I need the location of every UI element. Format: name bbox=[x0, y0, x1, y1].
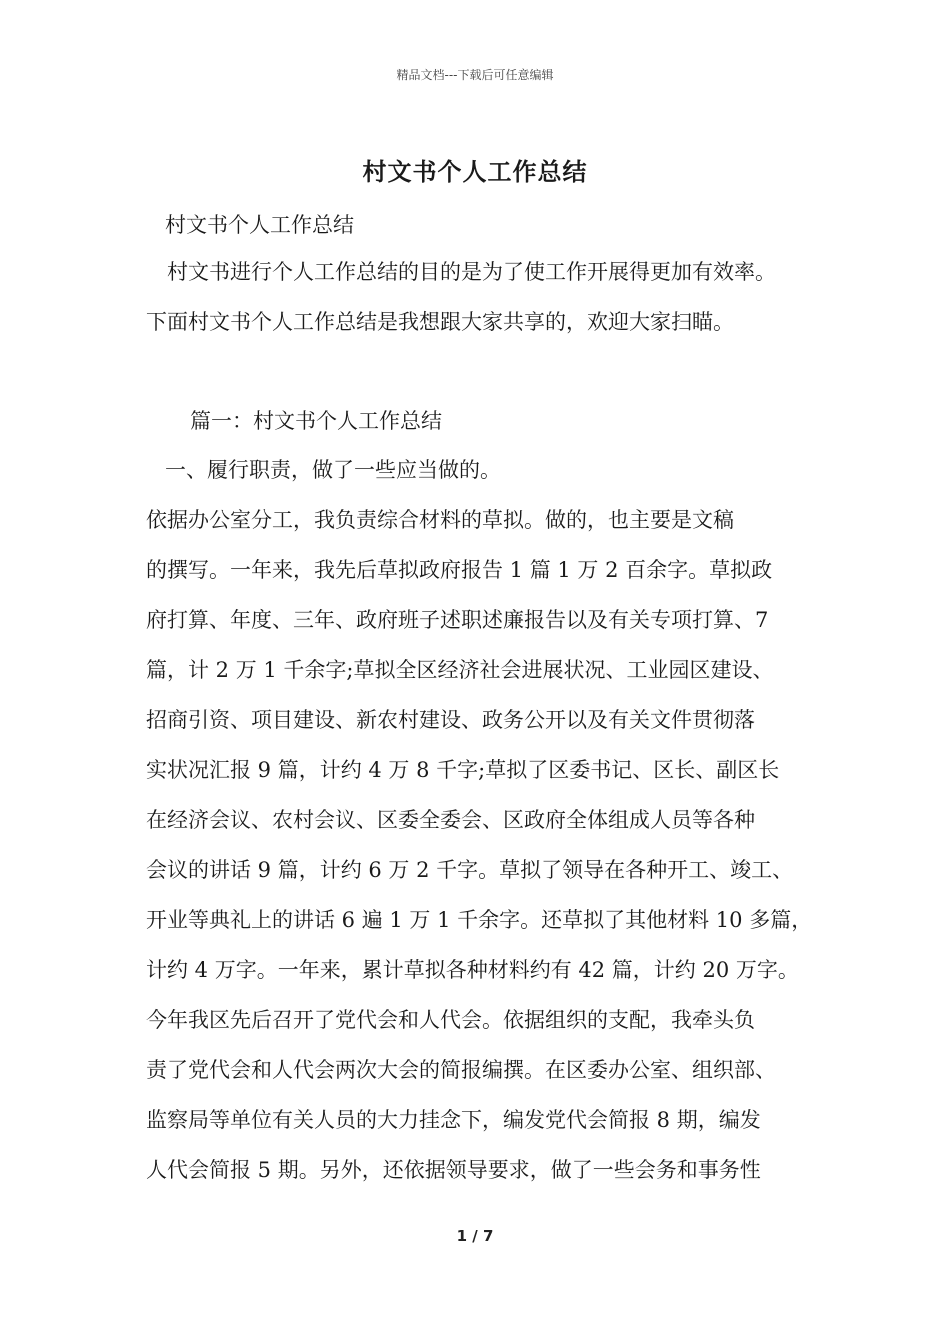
page-number: 1 / 7 bbox=[456, 1227, 494, 1245]
page-header: 精品文档---下载后可任意编辑 bbox=[396, 68, 554, 82]
document-title: 村文书个人工作总结 bbox=[362, 157, 588, 186]
item-heading: 一、履行职责，做了一些应当做的。 bbox=[165, 458, 501, 482]
paragraph-line: 计约 4 万字。一年来，累计草拟各种材料约有 42 篇，计约 20 万字。 bbox=[146, 958, 799, 982]
main-paragraph bbox=[146, 495, 830, 1195]
paragraph-line: 在经济会议、农村会议、区委全委会、区政府全体组成人员等各种 bbox=[146, 808, 755, 832]
paragraph-line: 依据办公室分工，我负责综合材料的草拟。做的，也主要是文稿 bbox=[146, 508, 734, 532]
intro-line: 下面村文书个人工作总结是我想跟大家共享的，欢迎大家扫瞄。 bbox=[146, 310, 734, 334]
section-heading: 篇一：村文书个人工作总结 bbox=[190, 409, 442, 433]
paragraph-line: 篇，计 2 万 1 千余字;草拟全区经济社会进展状况、工业园区建设、 bbox=[146, 658, 774, 682]
paragraph-line: 今年我区先后召开了党代会和人代会。依据组织的支配，我牵头负 bbox=[146, 1008, 755, 1032]
paragraph-line: 实状况汇报 9 篇，计约 4 万 8 千字;草拟了区委书记、区长、副区长 bbox=[146, 758, 780, 782]
paragraph-line: 的撰写。一年来，我先后草拟政府报告 1 篇 1 万 2 百余字。草拟政 bbox=[146, 558, 773, 582]
intro-paragraph bbox=[146, 247, 830, 347]
paragraph-line: 开业等典礼上的讲话 6 遍 1 万 1 千余字。还草拟了其他材料 10 多篇， bbox=[146, 908, 813, 932]
paragraph-line: 会议的讲话 9 篇，计约 6 万 2 千字。草拟了领导在各种开工、竣工、 bbox=[146, 858, 794, 882]
paragraph-line: 府打算、年度、三年、政府班子述职述廉报告以及有关专项打算、7 bbox=[146, 608, 769, 632]
paragraph-line: 监察局等单位有关人员的大力挂念下，编发党代会简报 8 期，编发 bbox=[146, 1108, 761, 1132]
paragraph-line: 招商引资、项目建设、新农村建设、政务公开以及有关文件贯彻落 bbox=[146, 708, 755, 732]
paragraph-line: 责了党代会和人代会两次大会的简报编撰。在区委办公室、组织部、 bbox=[146, 1058, 776, 1082]
paragraph-line: 人代会简报 5 期。另外，还依据领导要求，做了一些会务和事务性 bbox=[146, 1158, 761, 1182]
intro-line: 村文书进行个人工作总结的目的是为了使工作开展得更加有效率。 bbox=[146, 260, 776, 284]
document-subtitle: 村文书个人工作总结 bbox=[165, 213, 354, 237]
